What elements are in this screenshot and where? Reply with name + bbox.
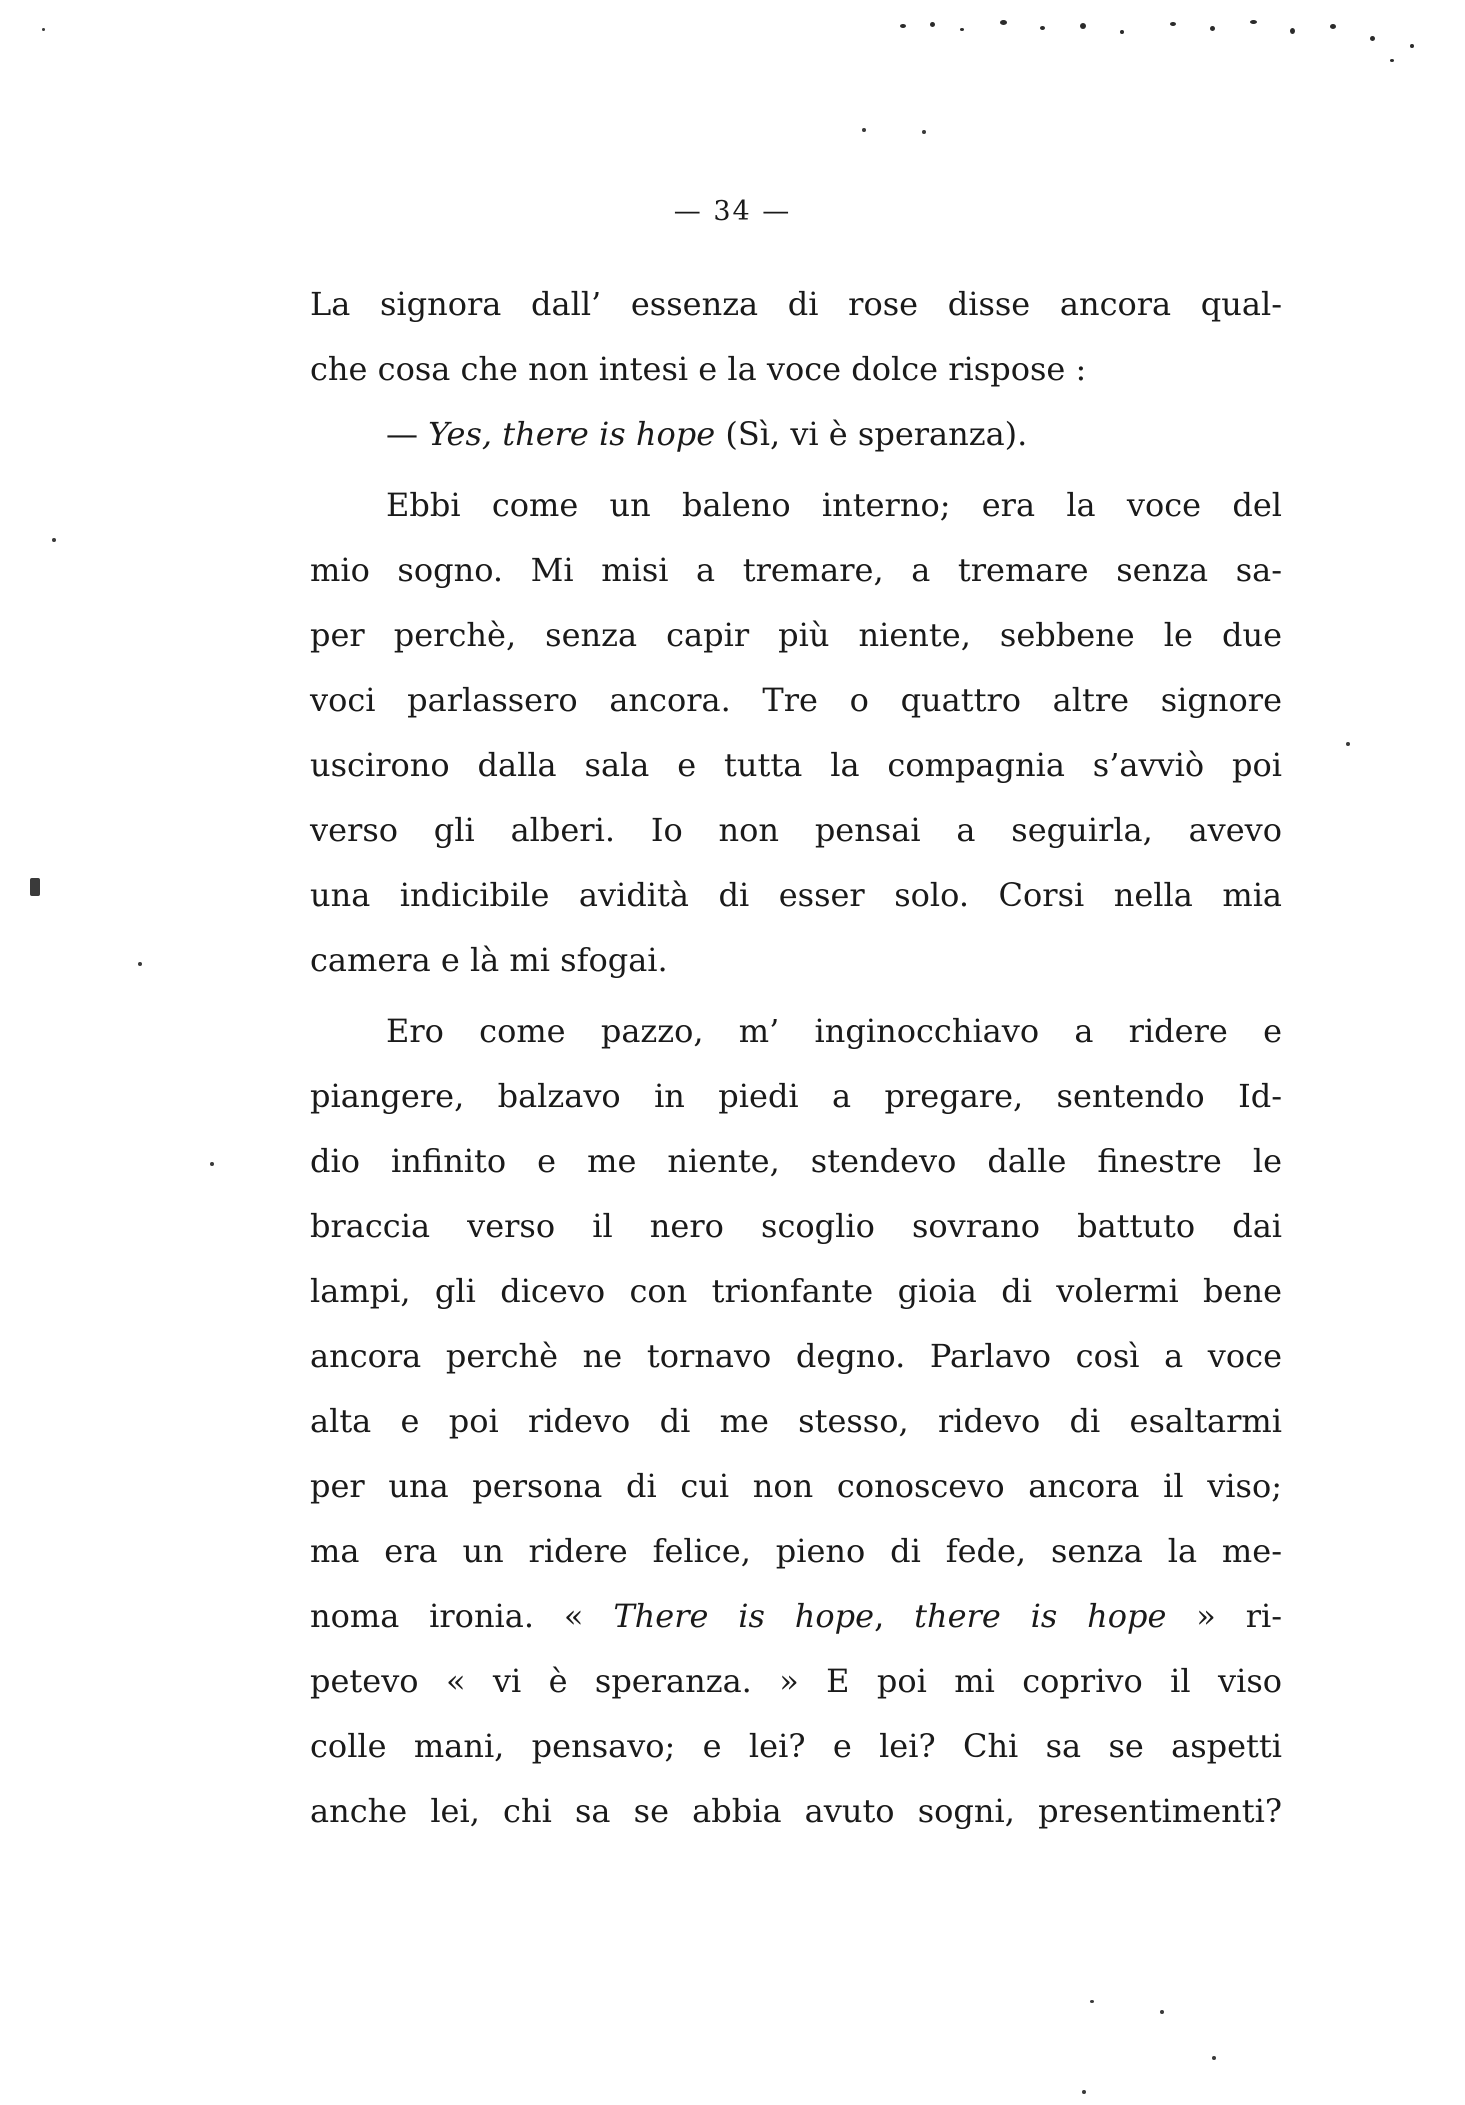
text-fragment: noma ironia. « xyxy=(310,1597,614,1635)
text-line: camera e là mi sfogai. xyxy=(310,941,668,979)
em-dash: — xyxy=(386,415,418,453)
text-line: Ebbi come un baleno interno; era la voce del xyxy=(386,486,1282,524)
paragraph xyxy=(310,999,1282,1844)
scan-speck xyxy=(1082,2090,1086,2094)
text-line: mio sogno. Mi misi a tremare, a tremare senza sa- xyxy=(310,551,1282,589)
text-line: anche lei, chi sa se abbia avuto sogni, presentimenti? xyxy=(310,1792,1282,1830)
scan-speck xyxy=(1160,2010,1164,2014)
text-line: petevo « vi è speranza. » E poi mi coprivo il viso xyxy=(310,1662,1282,1700)
text-line: che cosa che non intesi e la voce dolce rispose : xyxy=(310,350,1087,388)
text-line: uscirono dalla sala e tutta la compagnia s’avviò poi xyxy=(310,746,1282,784)
italic-quote: there is hope xyxy=(914,1597,1167,1635)
scan-speck xyxy=(1090,2000,1094,2003)
scan-speck xyxy=(922,130,926,134)
text-fragment: , xyxy=(874,1597,915,1635)
text-line: lampi, gli dicevo con trionfante gioia di volermi bene xyxy=(310,1272,1282,1310)
page-number: — 34 — xyxy=(673,196,792,227)
page-body xyxy=(310,272,1282,1844)
translation-text: (Sì, vi è speranza). xyxy=(715,415,1028,453)
text-line: braccia verso il nero scoglio sovrano battuto dai xyxy=(310,1207,1282,1245)
text-line: piangere, balzavo in piedi a pregare, sentendo Id- xyxy=(310,1077,1282,1115)
scan-speck xyxy=(1346,742,1350,746)
text-line xyxy=(310,1584,1282,1649)
text-line: La signora dall’ essenza di rose disse ancora qual- xyxy=(310,285,1282,323)
text-line: dio infinito e me niente, stendevo dalle finestre le xyxy=(310,1142,1282,1180)
scan-noise-top xyxy=(890,14,1450,74)
text-line: per perchè, senza capir più niente, sebbene le due xyxy=(310,616,1282,654)
scan-speck xyxy=(42,28,45,31)
dialogue-line xyxy=(310,402,1282,467)
scan-speck xyxy=(862,128,866,132)
paragraph xyxy=(310,473,1282,993)
paragraph xyxy=(310,402,1282,467)
text-line: alta e poi ridevo di me stesso, ridevo di esaltarmi xyxy=(310,1402,1282,1440)
text-line: una indicibile avidità di esser solo. Corsi nella mia xyxy=(310,876,1282,914)
text-line: colle mani, pensavo; e lei? e lei? Chi sa se aspetti xyxy=(310,1727,1282,1765)
italic-quote: Yes, there is hope xyxy=(428,415,716,453)
text-line: ma era un ridere felice, pieno di fede, senza la me- xyxy=(310,1532,1282,1570)
scan-speck xyxy=(210,1162,214,1166)
text-line: per una persona di cui non conoscevo ancora il viso; xyxy=(310,1467,1282,1505)
scan-speck xyxy=(138,962,142,966)
scan-speck xyxy=(1212,2056,1216,2060)
text-line: verso gli alberi. Io non pensai a seguirla, avevo xyxy=(310,811,1282,849)
text-line: ancora perchè ne tornavo degno. Parlavo così a voce xyxy=(310,1337,1282,1375)
text-line: Ero come pazzo, m’ inginocchiavo a ridere e xyxy=(386,1012,1282,1050)
italic-quote: There is hope xyxy=(613,1597,875,1635)
scan-speck xyxy=(30,878,40,896)
text-fragment: » ri- xyxy=(1166,1597,1283,1635)
paragraph xyxy=(310,272,1282,402)
text-line: voci parlassero ancora. Tre o quattro altre signore xyxy=(310,681,1282,719)
scan-speck xyxy=(52,538,56,542)
